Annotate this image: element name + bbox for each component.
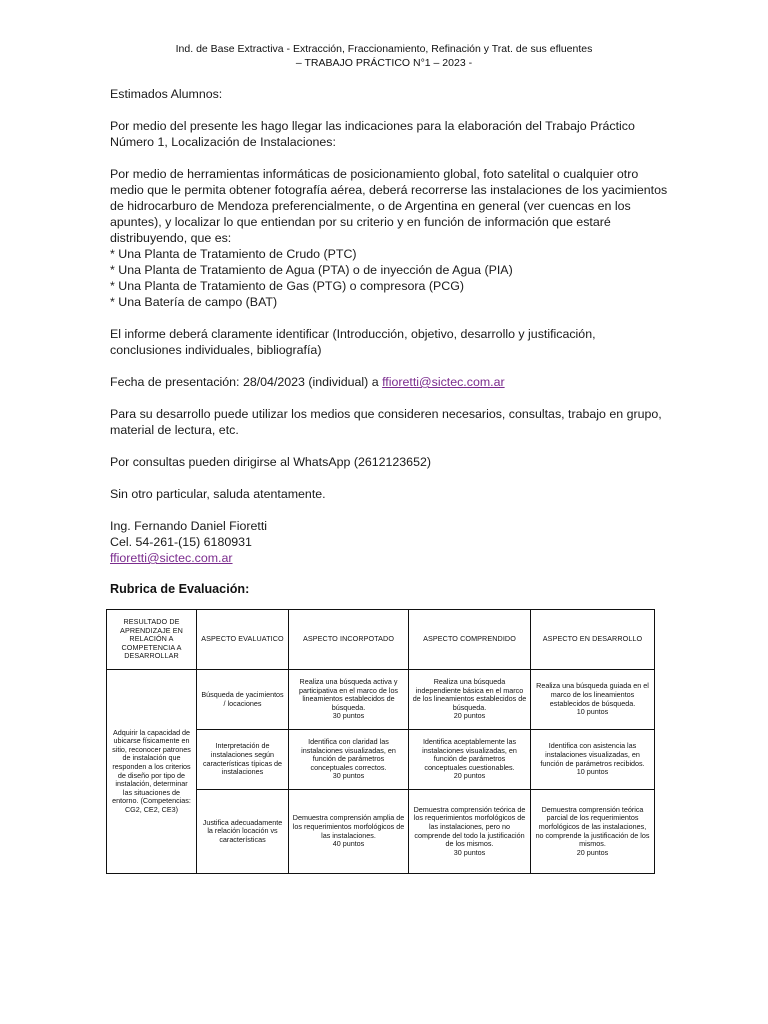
header-course-title: Ind. de Base Extractiva - Extracción, Fraccionamiento, Refinación y Trat. de sus efluentes [175,43,593,55]
signature-block [110,518,670,566]
email-link[interactable]: ffioretti@sictec.com.ar [382,375,505,389]
signature-phone: Cel. 54-261-(15) 6180931 [110,535,252,549]
header-aspecto-desarrollo: ASPECTO EN DESARROLLO [531,610,655,670]
comprendido-cell [409,790,531,874]
desarrollo-text: Demuestra comprensión teórica parcial de los requerimientos morfológicos de las instalaciones, no comprende la justificación de los mismos. [535,804,650,849]
paragraph-contact: Por consultas pueden dirigirse al WhatsApp (2612123652) [110,455,431,469]
due-date-text: Fecha de presentación: 28/04/2023 (individual) a [110,375,383,389]
header-aspecto-comprendido: ASPECTO COMPRENDIDO [409,610,531,670]
paragraph-due-date [110,374,670,390]
aspecto-cell: Búsqueda de yacimientos / locaciones [197,670,289,730]
signature-name: Ing. Fernando Daniel Fioretti [110,519,268,533]
comprendido-cell [409,730,531,790]
paragraph-resources: Para su desarrollo puede utilizar los medios que consideren necesarios, consultas, trabajo en grupo, material de lectura, etc. [110,407,662,437]
comprendido-text: Realiza una búsqueda independiente básica en el marco de los lineamientos establecidos de búsqueda. [412,677,527,712]
instructions-text: Por medio de herramientas informáticas de posicionamiento global, foto satelital o cualquier otro medio que le permita obtener fotografía aérea, deberá recorrerse las instalaciones de los yacimientos de hidrocarburo de Mendoza preferencialmente, o de Argentina en general (ver cuencas en los apuntes), y localizar lo que entiendan por su criterio y en función de información que estaré distribuyendo, que es: [110,167,668,245]
desarrollo-points: 10 puntos [576,707,609,717]
paragraph-instructions [110,166,670,310]
comprendido-text: Identifica aceptablemente las instalaciones visualizadas, en función de parámetros conceptuales cuestionables. [422,737,517,772]
desarrollo-points: 20 puntos [576,847,609,857]
incorporado-text: Demuestra comprensión amplia de los requerimientos morfológicos de las instalaciones. [292,813,405,840]
comprendido-points: 20 puntos [453,771,486,781]
rubric-header-row [107,610,655,670]
desarrollo-text: Realiza una búsqueda guiada en el marco de los lineamientos establecidos de búsqueda. [536,681,649,708]
comprendido-points: 30 puntos [453,847,486,857]
desarrollo-cell [531,790,655,874]
aspecto-cell: Interpretación de instalaciones según características típicas de instalaciones [197,730,289,790]
greeting: Estimados Alumnos: [110,87,223,101]
list-item-bat: * Una Batería de campo (BAT) [110,295,278,309]
comprendido-text: Demuestra comprensión teórica de los requerimientos morfológicos de las instalaciones, pero no comprende del todo la justificación de los mismos. [413,804,526,849]
signature-email-link[interactable]: ffioretti@sictec.com.ar [110,551,233,565]
header-assignment-title: – TRABAJO PRÁCTICO N°1 – 2023 - [295,57,473,69]
paragraph-intro: Por medio del presente les hago llegar las indicaciones para la elaboración del Trabajo Práctico Número 1, Localización de Instalaciones: [110,119,635,149]
desarrollo-text: Identifica con asistencia las instalaciones visualizadas, en función de parámetros recibidos. [540,741,645,768]
desarrollo-cell [531,730,655,790]
comprendido-points: 20 puntos [453,711,486,721]
incorporado-points: 30 puntos [332,771,365,781]
incorporado-points: 40 puntos [332,839,365,849]
comprendido-cell [409,670,531,730]
list-item-ptg: * Una Planta de Tratamiento de Gas (PTG) o compresora (PCG) [110,279,464,293]
aspecto-cell: Justifica adecuadamente la relación locación vs características [197,790,289,874]
document-header [0,42,768,70]
incorporado-text: Realiza una búsqueda activa y participativa en el marco de los lineamientos establecidos de búsqueda. [298,677,399,712]
list-item-ptc: * Una Planta de Tratamiento de Crudo (PTC) [110,247,357,261]
desarrollo-points: 10 puntos [576,767,609,777]
incorporado-cell [289,730,409,790]
incorporado-cell [289,790,409,874]
header-aspecto-incorporado: ASPECTO INCORPOTADO [289,610,409,670]
rubric-title: Rubrica de Evaluación: [110,582,250,596]
incorporado-points: 30 puntos [332,711,365,721]
rubric-table [106,609,655,874]
incorporado-text: Identifica con claridad las instalaciones visualizadas, en función de parámetros conceptuales correctos. [301,737,396,772]
header-resultado: RESULTADO DE APRENDIZAJE EN RELACIÓN A COMPETENCIA A DESARROLLAR [107,610,197,670]
desarrollo-cell [531,670,655,730]
header-aspecto-evaluatico: ASPECTO EVALUATICO [197,610,289,670]
paragraph-report: El informe deberá claramente identificar (Introducción, objetivo, desarrollo y justificación, conclusiones individuales, bibliografía) [110,327,596,357]
resultado-cell: Adquirir la capacidad de ubicarse físicamente en sitio, reconocer patrones de instalación que responden a los criterios de diseño por tipo de instalación, determinar las situaciones de entorno. (Competencias: CG2, CE2, CE3) [107,670,197,874]
paragraph-closing: Sin otro particular, saluda atentamente. [110,487,326,501]
list-item-pta: * Una Planta de Tratamiento de Agua (PTA) o de inyección de Agua (PIA) [110,263,513,277]
incorporado-cell [289,670,409,730]
letter-body [110,86,670,566]
rubric-row-busqueda [107,670,655,730]
